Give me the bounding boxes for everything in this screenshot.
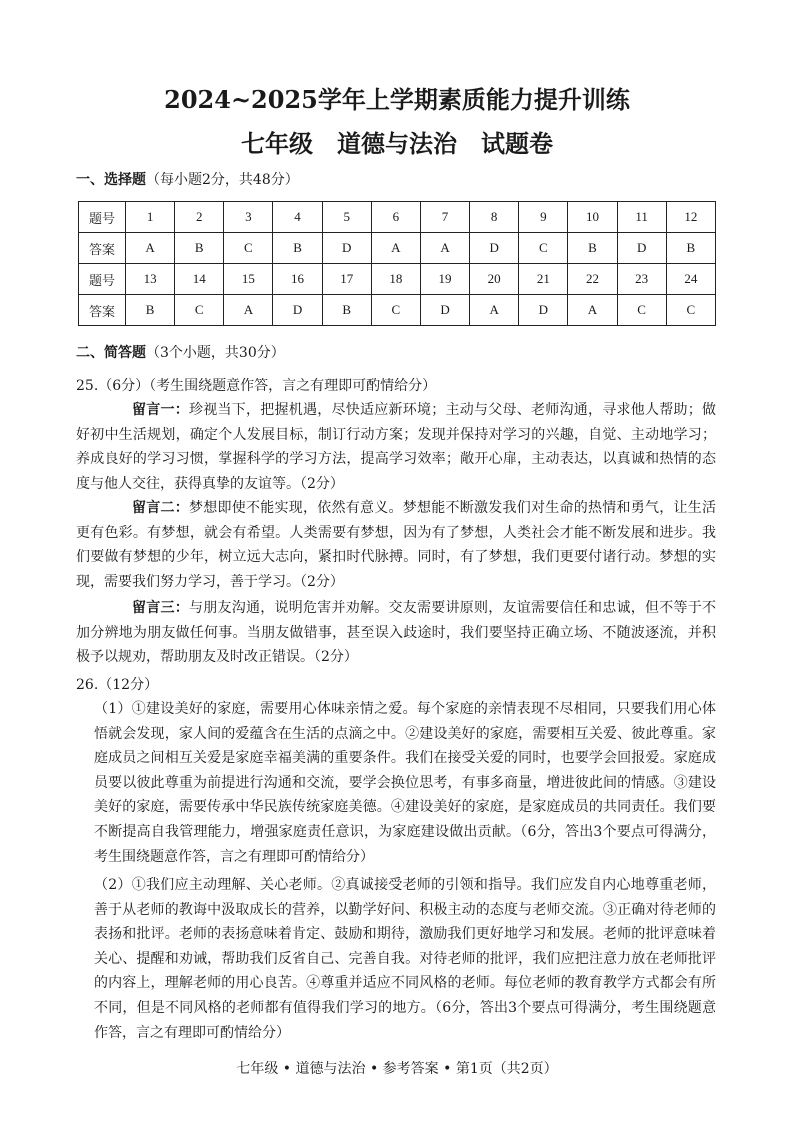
table-cell: 12: [666, 202, 715, 233]
table-cell: 1: [126, 202, 175, 233]
q25-message-3-text: 与朋友沟通，说明危害并劝解。交友需要讲原则，友谊需要信任和忠诚，但不等于不加分辨地为朋友做任何事。当朋友做错事，甚至误入歧途时，我们要坚持正确立场、不随波逐流，并积极予以规劝，帮助朋友及时改正错误。（2分）: [76, 600, 716, 666]
table-cell: 10: [568, 202, 617, 233]
section1-note: （每小题2分，共48分）: [146, 172, 299, 188]
q25-message-1: [76, 398, 716, 496]
q25-message-2: [76, 496, 716, 594]
table-cell: C: [519, 233, 568, 264]
q25-message-1-text: 珍视当下，把握机遇，尽快适应新环境；主动与父母、老师沟通，寻求他人帮助；做好初中生活规划，确定个人发展目标，制订行动方案；发现并保持对学习的兴趣，自觉、主动地学习；养成良好的学习习惯，掌握科学的学习方法，提高学习效率；敞开心扉，主动表达，以真诚和热情的态度与他人交往，获得真挚的友谊等。（2分）: [76, 402, 716, 492]
q25-message-3: [76, 596, 716, 670]
table-cell: B: [175, 233, 224, 264]
section2-note: （3个小题，共30分）: [146, 345, 285, 361]
row-label-question: 题号: [79, 202, 126, 233]
table-cell: 6: [371, 202, 420, 233]
q25-message-2-text: 梦想即使不能实现，依然有意义。梦想能不断激发我们对生命的热情和勇气，让生活更有色彩。有梦想，就会有希望。人类需要有梦想，因为有了梦想，人类社会才能不断发展和进步。我们要做有梦想的少年，树立远大志向，紧扣时代脉搏。同时，有了梦想，我们更要付诸行动。梦想的实现，需要我们努力学习，善于学习。（2分）: [76, 500, 716, 590]
table-cell: D: [322, 233, 371, 264]
table-row-answers-1: [79, 233, 716, 264]
table-cell: D: [470, 233, 519, 264]
table-cell: B: [322, 295, 371, 326]
table-cell: 24: [666, 264, 715, 295]
q26-part-2: [94, 873, 716, 1045]
page-footer: 七年级 • 道德与法治 • 参考答案 • 第1页（共2页）: [236, 1061, 558, 1077]
table-cell: B: [126, 295, 175, 326]
table-cell: D: [420, 295, 469, 326]
table-cell: 7: [420, 202, 469, 233]
table-cell: 20: [470, 264, 519, 295]
table-cell: A: [126, 233, 175, 264]
table-cell: 22: [568, 264, 617, 295]
q26-header: 26.（12分）: [76, 677, 159, 693]
table-row-numbers-2: [79, 264, 716, 295]
table-cell: 19: [420, 264, 469, 295]
table-cell: A: [224, 295, 273, 326]
table-cell: 5: [322, 202, 371, 233]
table-cell: B: [666, 233, 715, 264]
table-cell: 14: [175, 264, 224, 295]
q26-part-1-text: ①建设美好的家庭，需要用心体味亲情之爱。每个家庭的亲情表现不尽相同，只要我们用心体悟就会发现，家人间的爱蕴含在生活的点滴之中。②建设美好的家庭，需要相互关爱、彼此尊重。家庭成员之间相互关爱是家庭幸福美满的重要条件。我们在接受关爱的同时，也要学会回报爱。家庭成员要以彼此尊重为前提进行沟通和交流，要学会换位思考，有事多商量，增进彼此间的情感。③建设美好的家庭，需要传承中华民族传统家庭美德。④建设美好的家庭，是家庭成员的共同责任。我们要不断提高自我管理能力，增强家庭责任意识，为家庭建设做出贡献。（6分，答出3个要点可得满分，考生围绕题意作答，言之有理即可酌情给分）: [94, 701, 716, 865]
table-cell: C: [224, 233, 273, 264]
q25-message-3-label: 留言三：: [132, 600, 189, 616]
table-cell: 8: [470, 202, 519, 233]
table-cell: D: [273, 295, 322, 326]
q26-part-1-label: （1）: [94, 701, 132, 717]
table-cell: D: [617, 233, 666, 264]
q26-part-1: [94, 697, 716, 869]
table-cell: 13: [126, 264, 175, 295]
table-cell: 17: [322, 264, 371, 295]
table-cell: 4: [273, 202, 322, 233]
document-title: 2024~2025学年上学期素质能力提升训练: [164, 85, 630, 114]
table-cell: A: [420, 233, 469, 264]
q25-message-2-label: 留言二：: [132, 500, 189, 516]
table-cell: C: [617, 295, 666, 326]
table-cell: 15: [224, 264, 273, 295]
table-cell: 23: [617, 264, 666, 295]
table-cell: 11: [617, 202, 666, 233]
section1-heading-line: [76, 171, 299, 189]
table-cell: 16: [273, 264, 322, 295]
table-row-numbers-1: [79, 202, 716, 233]
table-cell: A: [568, 295, 617, 326]
table-cell: 3: [224, 202, 273, 233]
q25-header: 25.（6分）（考生围绕题意作答，言之有理即可酌情给分）: [76, 378, 437, 394]
table-cell: A: [371, 233, 420, 264]
q26-part-2-label: （2）: [94, 877, 132, 893]
table-cell: 18: [371, 264, 420, 295]
table-row-answers-2: [79, 295, 716, 326]
table-cell: 21: [519, 264, 568, 295]
answer-table: [78, 201, 716, 326]
document-subtitle: 七年级 道德与法治 试题卷: [241, 129, 553, 158]
row-label-question: 题号: [79, 264, 126, 295]
table-cell: B: [273, 233, 322, 264]
row-label-answer: 答案: [79, 295, 126, 326]
q26-part-2-text: ①我们应主动理解、关心老师。②真诚接受老师的引领和指导。我们应发自内心地尊重老师，善于从老师的教诲中汲取成长的营养，以勤学好问、积极主动的态度与老师交流。③正确对待老师的表扬和批评。老师的表扬意味着肯定、鼓励和期待，激励我们更好地学习和发展。老师的批评意味着关心、提醒和劝诫，帮助我们反省自己、完善自我。对待老师的批评，我们应把注意力放在老师批评的内容上，理解老师的用心良苦。④尊重并适应不同风格的老师。每位老师的教育教学方式都会有所不同，但是不同风格的老师都有值得我们学习的地方。（6分，答出3个要点可得满分，考生围绕题意作答，言之有理即可酌情给分）: [94, 877, 716, 1041]
table-cell: B: [568, 233, 617, 264]
table-cell: D: [519, 295, 568, 326]
table-cell: 9: [519, 202, 568, 233]
section1-heading: 一、选择题: [76, 172, 146, 188]
q25-message-1-label: 留言一：: [132, 402, 189, 418]
section2-heading-line: [76, 344, 285, 362]
table-cell: C: [175, 295, 224, 326]
table-cell: C: [666, 295, 715, 326]
table-cell: C: [371, 295, 420, 326]
section2-heading: 二、简答题: [76, 345, 146, 361]
row-label-answer: 答案: [79, 233, 126, 264]
table-cell: A: [470, 295, 519, 326]
table-cell: 2: [175, 202, 224, 233]
